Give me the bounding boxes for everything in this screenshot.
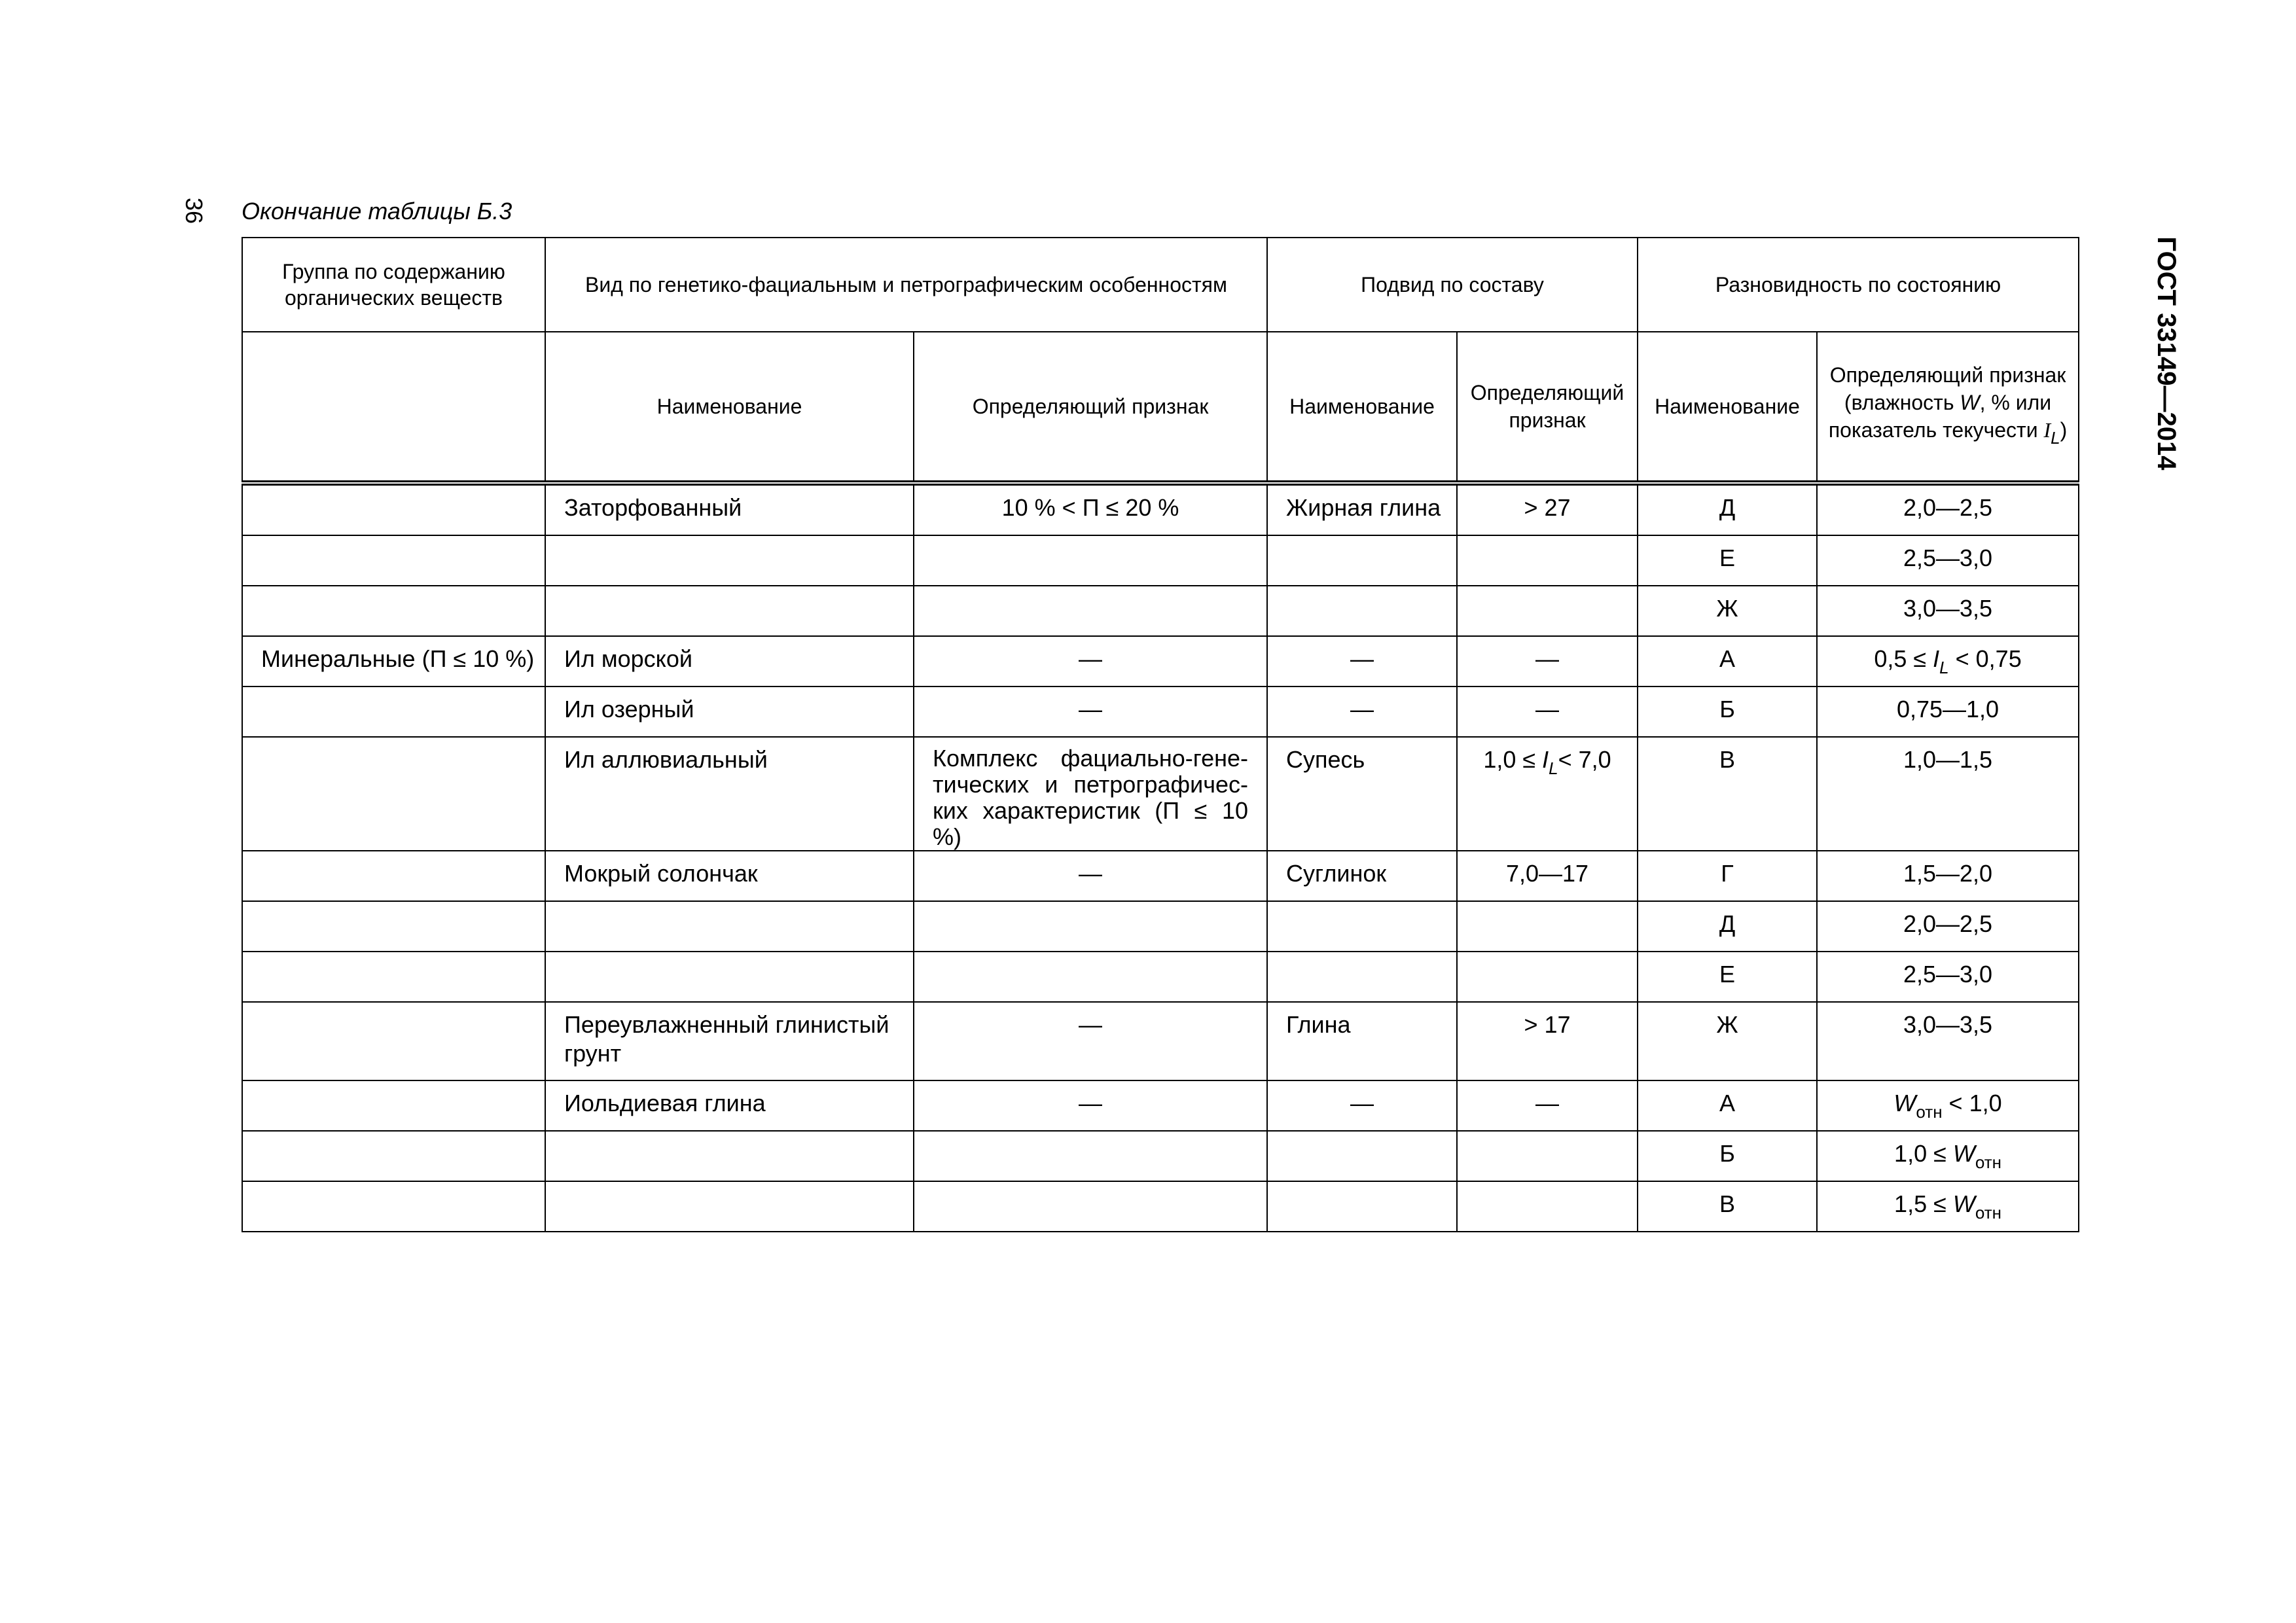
cell-razn-sign [1817, 1131, 2079, 1181]
cell-podvid-sign: > 17 [1457, 1002, 1638, 1080]
cell-vid: Ил озерный [545, 687, 914, 737]
cell-vid [545, 1181, 914, 1232]
cell-razn: Е [1638, 535, 1817, 586]
cell-podvid-sign [1457, 535, 1638, 586]
cell-vid [545, 952, 914, 1002]
cell-podvid-sign: — [1457, 636, 1638, 687]
razn-sign-sub: отн [1975, 1152, 2001, 1172]
cell-razn: А [1638, 636, 1817, 687]
soil-classification-table [242, 237, 2079, 1232]
cell-podvid [1267, 535, 1457, 586]
cell-group [242, 1080, 545, 1131]
header-group-blank [242, 332, 545, 483]
cell-podvid-sign: — [1457, 1080, 1638, 1131]
table-row [242, 737, 2079, 851]
cell-group [242, 687, 545, 737]
table-row [242, 952, 2079, 1002]
razn-sign-var: W [1952, 1190, 1975, 1217]
header-raznovidnost: Разновидность по состоянию [1638, 238, 2079, 332]
cell-podvid-sign [1457, 952, 1638, 1002]
table-row [242, 1080, 2079, 1131]
header-vid-sign: Определяющий признак [914, 332, 1267, 483]
cell-vid: Ил аллювиальный [545, 737, 914, 851]
cell-podvid [1267, 1181, 1457, 1232]
header-razn-sign-b: , % или показатель текучести [1828, 391, 2052, 442]
cell-razn: Б [1638, 687, 1817, 737]
razn-sign-var: W [1952, 1140, 1975, 1167]
cell-group [242, 851, 545, 901]
cell-group [242, 535, 545, 586]
header-podvid: Подвид по составу [1267, 238, 1638, 332]
cell-vid-sign: — [914, 1002, 1267, 1080]
cell-razn: Д [1638, 901, 1817, 952]
cell-podvid-sign [1457, 737, 1638, 851]
header-group: Группа по содержанию органических веществ [242, 238, 545, 332]
cell-podvid [1267, 1131, 1457, 1181]
cell-group [242, 1131, 545, 1181]
cell-vid-sign [914, 737, 1267, 851]
cell-vid-sign [914, 535, 1267, 586]
podvid-sign-post: < 7,0 [1558, 746, 1611, 773]
header-row-1 [242, 238, 2079, 332]
table-row [242, 901, 2079, 952]
cell-group: Минеральные (П ≤ 10 %) [242, 636, 545, 687]
cell-group [242, 483, 545, 535]
cell-podvid [1267, 586, 1457, 636]
cell-podvid-sign [1457, 1131, 1638, 1181]
cell-vid-sign: — [914, 851, 1267, 901]
cell-razn: В [1638, 737, 1817, 851]
cell-razn: Е [1638, 952, 1817, 1002]
cell-razn-sign: 3,0—3,5 [1817, 586, 2079, 636]
cell-razn-sign [1817, 636, 2079, 687]
page-number: 36 [181, 197, 207, 224]
cell-vid: Иольдиевая глина [545, 1080, 914, 1131]
cell-razn-sign: 2,0—2,5 [1817, 483, 2079, 535]
razn-sign-sub: отн [1916, 1102, 1943, 1122]
cell-vid-sign [914, 586, 1267, 636]
header-vid: Вид по генетико-фациальным и петрографическим особенностям [545, 238, 1267, 332]
header-razn-sign-il: I [2043, 418, 2051, 442]
table-row [242, 1131, 2079, 1181]
header-razn-sign-c: ) [2060, 418, 2068, 442]
cell-vid-sign: — [914, 636, 1267, 687]
header-razn-name: Наименование [1638, 332, 1817, 483]
table-caption: Окончание таблицы Б.3 [242, 198, 512, 224]
cell-podvid-sign [1457, 586, 1638, 636]
cell-group [242, 737, 545, 851]
table-row [242, 1181, 2079, 1232]
razn-sign-var: W [1893, 1090, 1916, 1116]
cell-razn: Б [1638, 1131, 1817, 1181]
table-row [242, 851, 2079, 901]
cell-vid [545, 535, 914, 586]
cell-podvid-sign: — [1457, 687, 1638, 737]
razn-sign-sub: отн [1975, 1203, 2001, 1222]
cell-podvid: Супесь [1267, 737, 1457, 851]
razn-sign-post: < 0,75 [1948, 645, 2022, 672]
cell-podvid: Суглинок [1267, 851, 1457, 901]
razn-sign-pre: 0,5 ≤ [1874, 645, 1933, 672]
cell-podvid: Глина [1267, 1002, 1457, 1080]
cell-vid: Заторфованный [545, 483, 914, 535]
vid-sign-line-3: ких характеристик (П ≤ 10 %) [933, 797, 1248, 850]
header-razn-sign [1817, 332, 2079, 483]
header-razn-sign-a: Определяющий признак (влажность [1829, 363, 2066, 414]
cell-vid: Ил морской [545, 636, 914, 687]
cell-razn-sign [1817, 1181, 2079, 1232]
cell-razn-sign: 2,5—3,0 [1817, 952, 2079, 1002]
cell-razn-sign: 0,75—1,0 [1817, 687, 2079, 737]
vid-sign-line-2: тических и петрографичес- [933, 771, 1248, 798]
razn-sign-post: < 1,0 [1942, 1090, 2002, 1116]
podvid-sign-pre: 1,0 ≤ [1483, 746, 1543, 773]
cell-podvid [1267, 901, 1457, 952]
cell-vid [545, 901, 914, 952]
cell-razn: Г [1638, 851, 1817, 901]
cell-vid-sign: — [914, 687, 1267, 737]
razn-sign-pre: 1,0 ≤ [1894, 1140, 1953, 1167]
cell-group [242, 901, 545, 952]
cell-podvid: — [1267, 687, 1457, 737]
cell-vid-sign: 10 % < П ≤ 20 % [914, 483, 1267, 535]
cell-podvid-sign [1457, 1181, 1638, 1232]
cell-podvid-sign: 7,0—17 [1457, 851, 1638, 901]
vid-sign-line-1: Комплекс фациально-гене- [933, 745, 1248, 772]
cell-vid [545, 1131, 914, 1181]
cell-razn-sign [1817, 1080, 2079, 1131]
razn-sign-pre: 1,5 ≤ [1894, 1190, 1953, 1217]
cell-razn-sign: 1,5—2,0 [1817, 851, 2079, 901]
table-row [242, 1002, 2079, 1080]
podvid-sign-sub: L [1549, 758, 1558, 778]
cell-vid-sign [914, 952, 1267, 1002]
cell-razn: В [1638, 1181, 1817, 1232]
cell-vid: Переувлажненный глинистый грунт [545, 1002, 914, 1080]
cell-razn-sign: 3,0—3,5 [1817, 1002, 2079, 1080]
cell-podvid [1267, 952, 1457, 1002]
cell-razn-sign: 2,0—2,5 [1817, 901, 2079, 952]
cell-razn: Ж [1638, 586, 1817, 636]
table-row [242, 636, 2079, 687]
cell-razn: Д [1638, 483, 1817, 535]
cell-razn-sign: 2,5—3,0 [1817, 535, 2079, 586]
header-podvid-name: Наименование [1267, 332, 1457, 483]
cell-razn: Ж [1638, 1002, 1817, 1080]
cell-razn: А [1638, 1080, 1817, 1131]
razn-sign-sub: L [1939, 658, 1949, 677]
header-razn-sign-w: W [1960, 391, 1980, 414]
cell-vid-sign: — [914, 1080, 1267, 1131]
cell-vid-sign [914, 1181, 1267, 1232]
cell-group [242, 586, 545, 636]
podvid-sign-var: I [1542, 746, 1549, 773]
table-row [242, 535, 2079, 586]
header-vid-name: Наименование [545, 332, 914, 483]
cell-podvid-sign: > 27 [1457, 483, 1638, 535]
cell-razn-sign: 1,0—1,5 [1817, 737, 2079, 851]
razn-sign-var: I [1933, 645, 1940, 672]
cell-vid-sign [914, 1131, 1267, 1181]
cell-group [242, 1002, 545, 1080]
header-razn-sign-l: L [2051, 428, 2060, 448]
cell-podvid: — [1267, 1080, 1457, 1131]
table-row [242, 483, 2079, 535]
header-row-2 [242, 332, 2079, 483]
table-row [242, 687, 2079, 737]
cell-vid-sign [914, 901, 1267, 952]
header-podvid-sign: Определяющий признак [1457, 332, 1638, 483]
table-row [242, 586, 2079, 636]
cell-vid: Мокрый солончак [545, 851, 914, 901]
document-title: ГОСТ 33149—2014 [2152, 236, 2181, 471]
cell-podvid: — [1267, 636, 1457, 687]
cell-podvid: Жирная глина [1267, 483, 1457, 535]
cell-vid [545, 586, 914, 636]
cell-podvid-sign [1457, 901, 1638, 952]
cell-group [242, 952, 545, 1002]
cell-group [242, 1181, 545, 1232]
